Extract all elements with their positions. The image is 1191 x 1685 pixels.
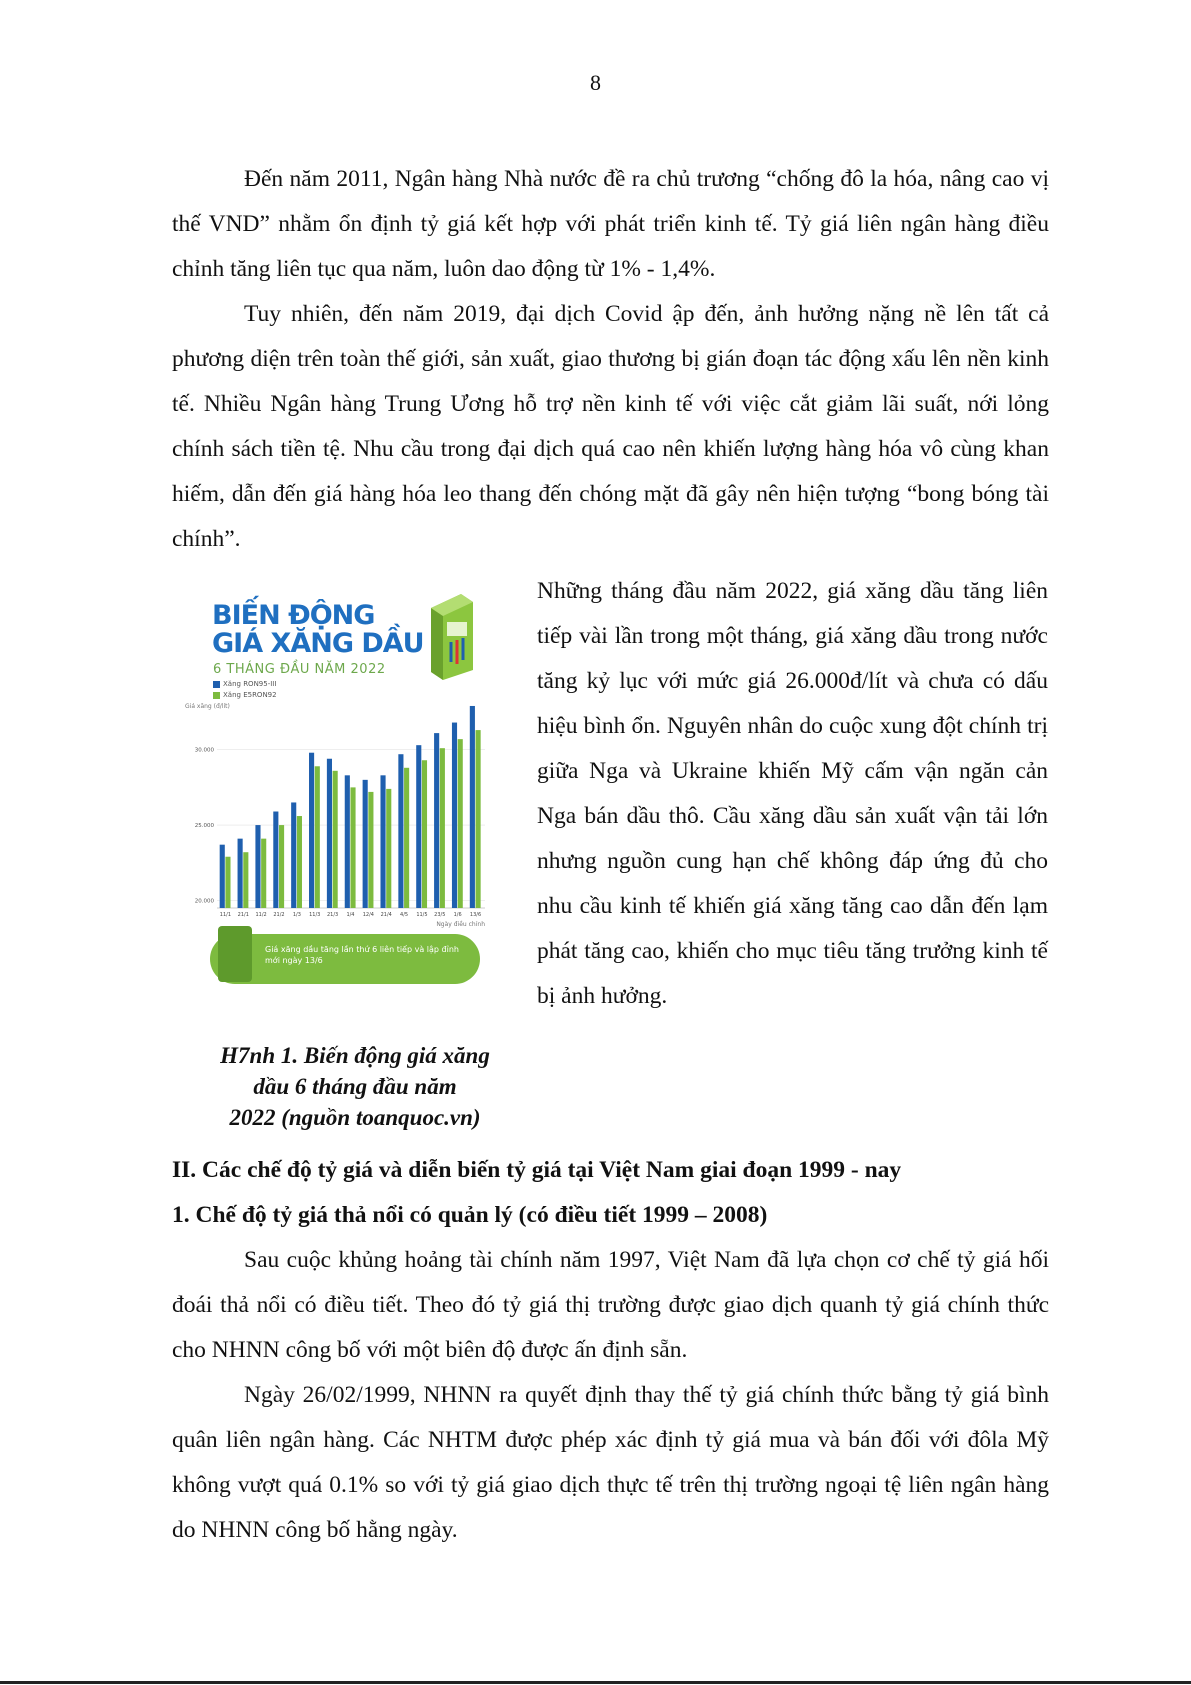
- bar-ron95: [309, 753, 314, 908]
- bar-ron95: [273, 812, 278, 908]
- bar-ron95: [291, 802, 296, 908]
- x-tick-label: 11/3: [309, 912, 321, 918]
- x-tick-label: 11/1: [219, 912, 232, 918]
- bar-ron95: [363, 780, 368, 908]
- x-tick-label: 1/3: [292, 912, 301, 918]
- bar-e5ron92: [368, 792, 373, 908]
- bar-ron95: [327, 759, 332, 908]
- paragraph-1999-decision: Ngày 26/02/1999, NHNN ra quyết định thay thế tỷ giá chính thức bằng tỷ giá bình quân liên ngân hàng. Các NHTM được phép xác định tỷ giá mua và bán đối với đôla Mỹ không vượt quá 0.1% so với tỷ giá giao dịch thực tế trên thị trường ngoại tệ liên ngân hàng do NHNN công bố hằng ngày.: [172, 1382, 1049, 1543]
- y-tick-label: 20.000: [194, 898, 214, 905]
- gas-pump-icon: [421, 590, 477, 680]
- legend-item-ron95: [213, 680, 276, 688]
- infographic-title-line1: BIẾN ĐỘNG: [212, 600, 375, 631]
- bar-e5ron92: [333, 771, 338, 908]
- bar-e5ron92: [386, 789, 391, 908]
- x-tick-label: 21/3: [326, 912, 339, 918]
- infographic-title-line2: GIÁ XĂNG DẦU: [212, 628, 424, 659]
- price-peak-banner: [210, 934, 480, 984]
- bar-ron95: [238, 839, 243, 908]
- chart-y-ticks: [195, 748, 215, 905]
- bar-ron95: [434, 733, 439, 908]
- chart-bars: [220, 706, 481, 908]
- bar-e5ron92: [476, 730, 481, 908]
- page-number: 8: [590, 70, 601, 95]
- x-tick-label: 23/5: [434, 912, 446, 918]
- bar-e5ron92: [440, 748, 445, 908]
- paragraph-1997-crisis: Sau cuộc khủng hoảng tài chính năm 1997, Việt Nam đã lựa chọn cơ chế tỷ giá hối đoái thả nổi có điều tiết. Theo đó tỷ giá thị trường được giao dịch quanh tỷ giá chính thức cho NHNN công bố với một biên độ được ấn định sẵn.: [172, 1247, 1049, 1363]
- fuel-can-icon: [218, 926, 252, 982]
- x-tick-label: 21/1: [237, 912, 249, 918]
- x-tick-label: 4/5: [400, 912, 409, 918]
- x-tick-label: 21/2: [273, 912, 285, 918]
- bar-ron95: [452, 723, 457, 908]
- paragraph-oil-prices-2022: Những tháng đầu năm 2022, giá xăng dầu tăng liên tiếp vài lần trong một tháng, giá xăng dầu trong nước tăng kỷ lục với mức giá 26.000đ/lít và chưa có dấu hiệu bình ổn. Nguyên nhân do cuộc xung đột chính trị giữa Nga và Ukraine khiến Mỹ cấm vận ngăn cản Nga bán dầu thô. Cầu xăng dầu sản xuất vận tải lớn nhưng nguồn cung hạn chế không đáp ứng đủ cho nhu cầu kinh tế khiến giá xăng tăng cao dẫn đến lạm phát tăng cao, khiến cho mục tiêu tăng trưởng kinh tế bị ảnh hưởng.: [537, 578, 1048, 1009]
- bar-e5ron92: [225, 857, 230, 908]
- chart-x-ticks: [220, 912, 481, 918]
- x-tick-label: 13/6: [469, 912, 482, 918]
- legend-label-ron95: Xăng RON95-III: [223, 680, 277, 688]
- bar-e5ron92: [279, 825, 284, 908]
- infographic-subtitle: 6 THÁNG ĐẦU NĂM 2022: [213, 662, 386, 677]
- oil-price-bar-chart: [185, 698, 493, 928]
- chart-x-axis-label: Ngày điều chỉnh: [436, 921, 485, 928]
- bottom-rule: [0, 1681, 1191, 1684]
- y-tick-label: 25.000: [194, 823, 214, 830]
- bar-e5ron92: [458, 739, 463, 908]
- x-tick-label: 12/4: [362, 912, 374, 918]
- bar-ron95: [470, 706, 475, 908]
- x-tick-label: 1/4: [346, 912, 355, 918]
- x-tick-label: 1/6: [453, 912, 462, 918]
- bar-ron95: [380, 775, 385, 908]
- chart-y-axis-label: Giá xăng (đ/lít): [185, 703, 230, 710]
- x-tick-label: 11/2: [255, 912, 267, 918]
- x-tick-label: 21/4: [380, 912, 392, 918]
- subsection-heading-1: 1. Chế độ tỷ giá thả nổi có quản lý (có điều tiết 1999 – 2008): [172, 1202, 768, 1228]
- caption-line-1: H7nh 1. Biến động giá xăng: [220, 1043, 490, 1068]
- banner-text: Giá xăng dầu tăng lần thứ 6 liên tiếp và lập đỉnh mới ngày 13/6: [265, 945, 459, 965]
- oil-price-infographic: [185, 580, 493, 1025]
- bar-e5ron92: [404, 768, 409, 908]
- bar-e5ron92: [261, 839, 266, 908]
- caption-line-3: 2022 (nguồn toanquoc.vn): [229, 1105, 481, 1130]
- paragraph-covid-impact: Tuy nhiên, đến năm 2019, đại dịch Covid ập đến, ảnh hưởng nặng nề lên tất cả phương diện trên toàn thế giới, sản xuất, giao thương bị gián đoạn tác động xấu lên nền kinh tế. Nhiều Ngân hàng Trung Ương hỗ trợ nền kinh tế với việc cắt giảm lãi suất, nới lỏng chính sách tiền tệ. Nhu cầu trong đại dịch quá cao nên khiến lượng hàng hóa vô cùng khan hiếm, dẫn đến giá hàng hóa leo thang đến chóng mặt đã gây nên hiện tượng “bong bóng tài chính”.: [172, 301, 1049, 552]
- bar-ron95: [255, 825, 260, 908]
- x-tick-label: 11/5: [416, 912, 428, 918]
- bar-e5ron92: [350, 787, 355, 908]
- bar-e5ron92: [297, 816, 302, 908]
- section-heading-2: II. Các chế độ tỷ giá và diễn biến tỷ giá tại Việt Nam giai đoạn 1999 - nay: [172, 1157, 902, 1183]
- figure-caption: [185, 1040, 525, 1133]
- y-tick-label: 30.000: [194, 747, 214, 754]
- legend-swatch-blue: [213, 681, 220, 688]
- caption-line-2: dầu 6 tháng đầu năm: [253, 1074, 457, 1099]
- bar-ron95: [398, 754, 403, 908]
- bar-e5ron92: [422, 760, 427, 908]
- legend-label-e5ron92: Xăng E5RON92: [223, 691, 277, 699]
- bar-e5ron92: [243, 852, 248, 908]
- bar-ron95: [220, 845, 225, 908]
- bar-ron95: [416, 745, 421, 908]
- bar-ron95: [345, 775, 350, 908]
- paragraph-2011-policy: Đến năm 2011, Ngân hàng Nhà nước đề ra chủ trương “chống đô la hóa, nâng cao vị thế VND” nhằm ổn định tỷ giá kết hợp với phát triển kinh tế. Tỷ giá liên ngân hàng điều chỉnh tăng liên tục qua năm, luôn dao động từ 1% - 1,4%.: [172, 166, 1049, 282]
- bar-e5ron92: [315, 766, 320, 908]
